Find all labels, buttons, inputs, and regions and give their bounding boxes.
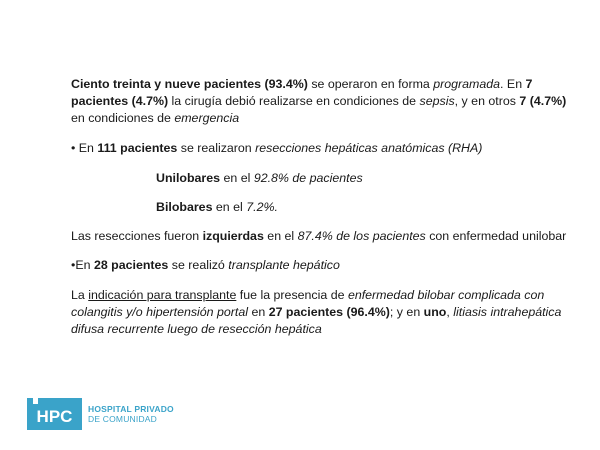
bullet-transplant: •En 28 pacientes se realizó transplante hepático (71, 258, 340, 272)
paragraph-surgery-conditions: Ciento treinta y nueve pacientes (93.4%) se operaron en forma programada. En 7 pacientes (4.7%) la cirugía debió realizarse en condiciones de sepsis, y en otros 7 (4.7%) en condiciones de emergencia (71, 77, 567, 125)
hpc-logo-letters: HPC (36, 407, 73, 426)
paragraph-transplant-indication: La indicación para transplante fue la presencia de enfermedad bilobar complicada con colangitis y/o hipertensión portal en 27 pacientes (96.4%); y en uno, litiasis intrahepática difusa recurrente luego de resección hepática (71, 288, 562, 336)
slide-content (71, 76, 571, 350)
hpc-cross-icon (27, 398, 82, 430)
hpc-logo-mark (27, 398, 82, 430)
bullet-rha: • En 111 pacientes se realizaron resecciones hepáticas anatómicas (RHA) (71, 141, 483, 155)
sub-item-unilobares: Unilobares en el 92.8% de pacientes (156, 171, 363, 185)
sub-item-bilobares: Bilobares en el 7.2%. (156, 200, 278, 214)
paragraph-left-resections: Las resecciones fueron izquierdas en el 87.4% de los pacientes con enfermedad unilobar (71, 229, 567, 243)
hpc-logo-text: HOSPITAL PRIVADO DE COMUNIDAD (88, 404, 174, 424)
hpc-logo (27, 398, 174, 430)
